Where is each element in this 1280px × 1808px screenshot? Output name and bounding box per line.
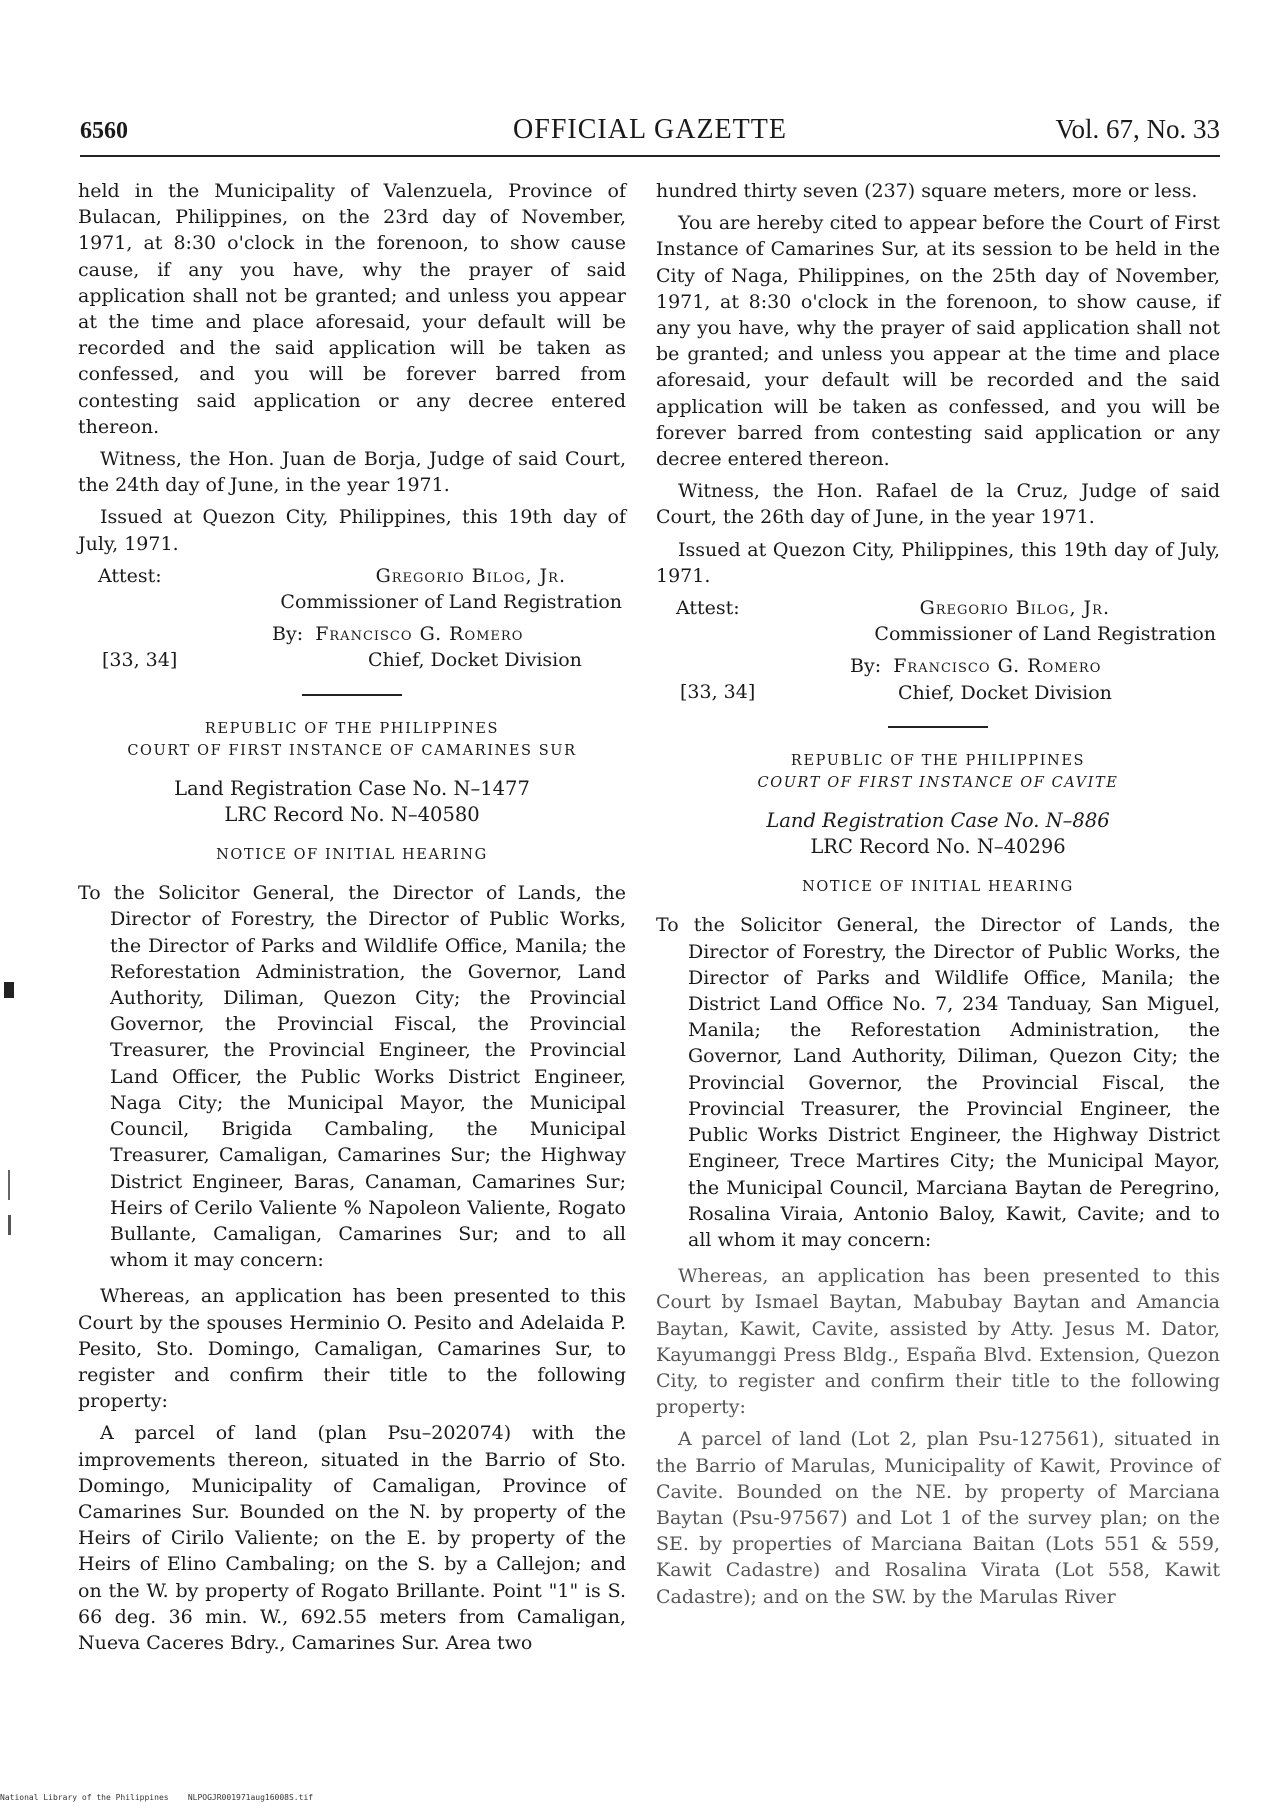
library-credit: National Library of the Philippines — [0, 1793, 169, 1802]
commissioner-name: Gregorio Bilog, Jr. — [375, 564, 566, 587]
commissioner-title: Commissioner of Land Registration — [874, 623, 1216, 646]
volume-number: Vol. 67, No. 33 — [1055, 114, 1220, 144]
court-line-2: COURT OF FIRST INSTANCE OF CAMARINES SUR — [127, 742, 577, 759]
case-number: Land Registration Case No. N–1477 — [174, 776, 530, 800]
scan-footer — [0, 1793, 313, 1802]
witness-paragraph: Witness, the Hon. Rafael de la Cruz, Judge of said Court, the 26th day of June, in the year 1971. — [656, 480, 1220, 529]
issued-paragraph: Issued at Quezon City, Philippines, this 19th day of July, 1971. — [656, 538, 1220, 587]
publication-title: OFFICIAL GAZETTE — [513, 114, 787, 145]
scan-mark — [8, 1215, 11, 1235]
left-column — [78, 178, 626, 1662]
notice-title: NOTICE OF INITIAL HEARING — [802, 879, 1074, 896]
issue-reference: [33, 34] — [102, 649, 178, 672]
signatory-block — [272, 621, 626, 673]
attest-row — [656, 595, 1220, 621]
issue-reference: [33, 34] — [680, 681, 756, 704]
attest-label: Attest: — [676, 597, 740, 620]
whereas-paragraph: Whereas, an application has been presented to this Court by the spouses Herminio O. Pesito and Adelaida P. Pesito, Sto. Domingo, Camaligan, Camarines Sur, to register and confirm their title to the following property: — [78, 1285, 626, 1413]
whereas-paragraph: Whereas, an application has been presented to this Court by Ismael Baytan, Mabubay Baytan and Amancia Baytan, Kawit, Cavite, assisted by Atty. Jesus M. Dator, Kayumanggi Press Bldg., España Blvd. Extension, Quezon City, to register and confirm their title to the following property: — [656, 1265, 1220, 1419]
court-line-2: COURT OF FIRST INSTANCE OF CAVITE — [757, 774, 1119, 791]
court-line-1: REPUBLIC OF THE PHILIPPINES — [790, 752, 1086, 769]
chief-name: Francisco G. Romero — [893, 655, 1102, 678]
by-line — [78, 621, 626, 673]
file-name: NLPOGJR001971aug16008S.tif — [187, 1793, 314, 1802]
scan-mark — [4, 982, 14, 998]
by-label: By: — [850, 655, 882, 678]
chief-name: Francisco G. Romero — [315, 623, 524, 646]
parcel-paragraph: A parcel of land (Lot 2, plan Psu-127561), situated in the Barrio of Marulas, Municipality of Kawit, Province of Cavite. Bounded on the NE. by property of Marciana Baytan (Psu-97567) and Lot 1 of the survey plan; on the SE. by properties of Marciana Baitan (Lots 551 & 559, Kawit Cadastre) and Rosalina Virata (Lot 558, Kawit Cadastre); and on the SW. by the Marulas River — [656, 1428, 1220, 1608]
attest-label: Attest: — [98, 564, 162, 587]
parcel-paragraph: A parcel of land (plan Psu–202074) with the improvements thereon, situated in the Barrio of Sto. Domingo, Municipality of Camaligan, Province of Camarines Sur. Bounded on the N. by property of the Heirs of Cirilo Valiente; on the E. by property of the Heirs of Elino Cambaling; on the S. by a Callejon; and on the W. by property of Rogato Brillante. Point "1" is S. 66 deg. 36 min. W., 692.55 meters from Camaligan, Nueva Caceres Bdry., Camarines Sur. Area two — [78, 1422, 626, 1654]
section-divider — [888, 726, 988, 728]
header-rule — [80, 155, 1220, 157]
commissioner-title: Commissioner of Land Registration — [280, 591, 622, 614]
page-number: 6560 — [80, 118, 128, 144]
commissioner-name: Gregorio Bilog, Jr. — [919, 597, 1110, 620]
by-label: By: — [272, 623, 304, 646]
chief-title: Chief, Docket Division — [898, 681, 1112, 704]
continuation-paragraph: held in the Municipality of Valenzuela, Province of Bulacan, Philippines, on the 23rd day of November, 1971, at 8:30 o'clock in the forenoon, to show cause cause, if any you have, why the prayer of said application shall not be granted; and unless you appear at the time and place aforesaid, your default will be recorded and the said application will be taken as confessed, and you will be forever barred from contesting said application or any decree entered thereon. — [78, 180, 626, 438]
scan-mark — [8, 1170, 10, 1200]
record-number: LRC Record No. N–40296 — [810, 835, 1066, 859]
issued-paragraph: Issued at Quezon City, Philippines, this 19th day of July, 1971. — [78, 506, 626, 555]
chief-title: Chief, Docket Division — [368, 649, 582, 672]
attest-row — [78, 563, 626, 589]
cited-paragraph: You are hereby cited to appear before the Court of First Instance of Camarines Sur, at its session to be held in the City of Naga, Philippines, on the 25th day of November, 1971, at 8:30 o'clock in the forenoon, to show cause, if any you have, why the prayer of said application shall not be granted; and unless you appear at the time and place aforesaid, your default will be recorded and the said application will be taken as confessed, and you will be forever barred from contesting said application or any decree entered thereon. — [656, 212, 1220, 471]
record-number: LRC Record No. N–40580 — [224, 802, 480, 826]
witness-paragraph: Witness, the Hon. Juan de Borja, Judge of said Court, the 24th day of June, in the year 1971. — [78, 448, 626, 497]
continuation-paragraph: hundred thirty seven (237) square meters, more or less. — [656, 180, 1198, 202]
right-column — [656, 178, 1220, 1616]
notice-title: NOTICE OF INITIAL HEARING — [216, 847, 488, 864]
page-header — [80, 112, 1220, 152]
by-line — [656, 653, 1220, 705]
section-divider — [302, 694, 402, 696]
addressee-block: To the Solicitor General, the Director of Lands, the Director of Forestry, the Director of Public Works, the Director of Parks and Wildlife Office, Manila; the District Land Office No. 7, 234 Tanduay, San Miguel, Manila; the Reforestation Administration, the Governor, Land Authority, Diliman, Quezon City; the Provincial Governor, the Provincial Fiscal, the Provincial Treasurer, the Provincial Engineer, the Public Works District Engineer, the Highway District Engineer, Trece Martires City; the Municipal Mayor, the Municipal Council, Marciana Baytan de Peregrino, Rosalina Viraia, Antonio Baloy, Kawit, Cavite; and to all whom it may concern: — [656, 914, 1220, 1251]
case-number: Land Registration Case No. N–886 — [766, 808, 1110, 832]
court-line-1: REPUBLIC OF THE PHILIPPINES — [204, 720, 500, 737]
signatory-block — [850, 653, 1220, 705]
addressee-block: To the Solicitor General, the Director of Lands, the Director of Forestry, the Director of Public Works, the Director of Parks and Wildlife Office, Manila; the Reforestation Administration, the Governor, Land Authority, Diliman, Quezon City; the Provincial Governor, the Provincial Fiscal, the Provincial Treasurer, the Provincial Engineer, the Provincial Land Officer, the Public Works District Engineer, Naga City; the Municipal Mayor, the Municipal Council, Brigida Cambaling, the Municipal Treasurer, Camaligan, Camarines Sur; the Highway District Engineer, Baras, Canaman, Camarines Sur; Heirs of Cerilo Valiente % Napoleon Valiente, Rogato Bullante, Camaligan, Camarines Sur; and to all whom it may concern: — [78, 882, 626, 1272]
